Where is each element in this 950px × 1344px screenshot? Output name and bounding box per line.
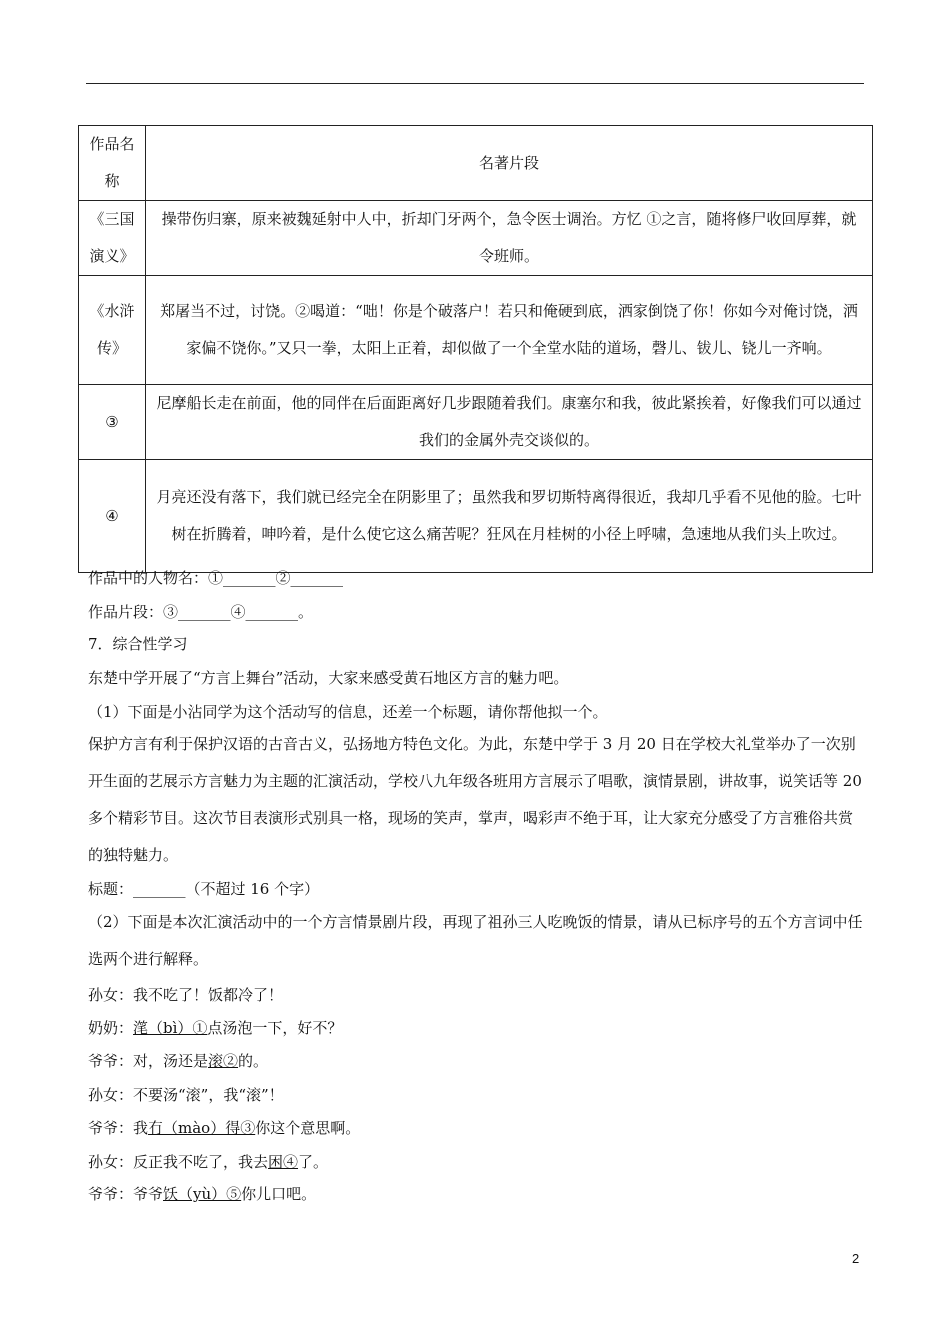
- dialect-word: 饫（yù）⑤: [163, 1185, 242, 1203]
- work-name-cell: ④: [79, 460, 146, 573]
- fragment-cell: 尼摩船长走在前面，他的同伴在后面距离好几步跟随着我们。康塞尔和我，彼此紧挨着，好像我们可以通过我们的金属外壳交谈似的。: [146, 385, 873, 460]
- dialog-line: 孙女：不要汤“滚”，我“滚”！: [88, 1086, 284, 1104]
- work-name-cell: 《三国演义》: [79, 201, 146, 276]
- dialog-line: 爷爷：对，汤还是滚②的。: [88, 1052, 269, 1070]
- header-work-name: 作品名称: [79, 126, 146, 201]
- dialect-word: 滚②: [208, 1052, 239, 1070]
- character-answer-line: 作品中的人物名：①_______②_______: [88, 569, 344, 587]
- fragment-cell: 月亮还没有落下，我们就已经完全在阴影里了；虽然我和罗切斯特离得很近，我却几乎看不见他的脸。七叶树在折腾着，呻吟着，是什么使它这么痛苦呢？狂风在月桂树的小径上呼啸，急速地从我们头上吹过。: [146, 460, 873, 573]
- dialect-word: 滗（bì）①: [133, 1019, 208, 1037]
- fragment-cell: 操带伤归寨，原来被魏延射中人中，折却门牙两个，急令医士调治。方忆 ①之言，随将修尸收回厚葬，就令班师。: [146, 201, 873, 276]
- fragment-cell: 郑屠当不过，讨饶。②喝道：“咄！你是个破落户！若只和俺硬到底，洒家倒饶了你！你如今对俺讨饶，洒家偏不饶你。”又只一拳，太阳上正着，却似做了一个全堂水陆的道场，磬儿、钹儿、铙儿一齐响。: [146, 276, 873, 385]
- table-row: [79, 276, 873, 385]
- fragment-answer-line: 作品片段：③_______④_______。: [88, 603, 314, 621]
- table-row: [79, 201, 873, 276]
- table-row: [79, 460, 873, 573]
- dialog-line: 孙女：反正我不吃了，我去困④了。: [88, 1153, 329, 1171]
- part-1-prompt: （1）下面是小沾同学为这个活动写的信息，还差一个标题，请你帮他拟一个。: [88, 703, 608, 721]
- table-row: [79, 385, 873, 460]
- works-table: [78, 125, 873, 573]
- dialog-line: 孙女：我不吃了！饭都冷了！: [88, 986, 284, 1004]
- dialog-line: 爷爷：我冇（mào）得③你这个意思啊。: [88, 1119, 361, 1137]
- question-7-intro: 东楚中学开展了“方言上舞台”活动，大家来感受黄石地区方言的魅力吧。: [88, 669, 569, 687]
- work-name-cell: 《水浒传》: [79, 276, 146, 385]
- question-7-title: 7．综合性学习: [88, 635, 188, 653]
- header-fragment: 名著片段: [146, 126, 873, 201]
- dialect-word: 冇（mào）得③: [148, 1119, 256, 1137]
- part-2-prompt: （2）下面是本次汇演活动中的一个方言情景剧片段，再现了祖孙三人吃晚饭的情景，请从已标序号的五个方言词中任选两个进行解释。: [88, 913, 863, 968]
- dialog-line: 奶奶：滗（bì）①点汤泡一下，好不？: [88, 1019, 343, 1037]
- header-rule: [86, 83, 864, 84]
- title-answer-line: 标题：_______（不超过 16 个字）: [88, 880, 320, 898]
- page-number: 2: [852, 1251, 860, 1266]
- dialect-word: 困④: [268, 1153, 299, 1171]
- part-1-passage: 保护方言有利于保护汉语的古音古义，弘扬地方特色文化。为此，东楚中学于 3 月 20 日在学校大礼堂举办了一次别开生面的艺展示方言魅力为主题的汇演活动，学校八九年级各班用方言展示了唱歌，演情景剧，讲故事，说笑话等 20 多个精彩节目。这次节目表演形式别具一格，现场的笑声，掌声，喝彩声不绝于耳，让大家充分感受了方言雅俗共赏的独特魅力。: [88, 735, 862, 864]
- dialog-line: 爷爷：爷爷饫（yù）⑤你儿口吧。: [88, 1185, 317, 1203]
- table-header-row: [79, 126, 873, 201]
- work-name-cell: ③: [79, 385, 146, 460]
